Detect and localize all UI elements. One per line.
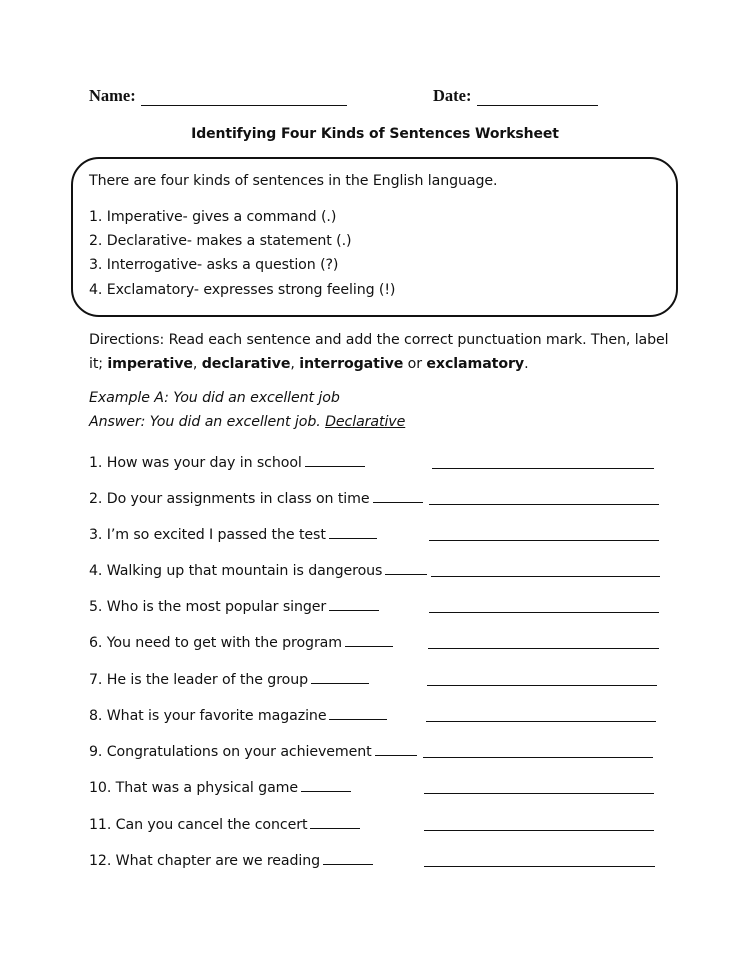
question-text: 10. That was a physical game <box>89 780 299 796</box>
term-imperative: imperative <box>107 356 193 372</box>
label-answer-line[interactable] <box>429 540 659 541</box>
question-text: 5. Who is the most popular singer <box>89 599 327 615</box>
name-label: Name: <box>89 86 136 105</box>
punctuation-blank[interactable] <box>310 814 360 829</box>
punctuation-blank[interactable] <box>329 596 379 611</box>
directions-text: Directions: Read each sentence and add the correct punctuation mark. Then, label it; <box>89 332 669 372</box>
question-text: 8. What is your favorite magazine <box>89 708 327 724</box>
question-row <box>89 596 669 620</box>
info-item-interrogative: 3. Interrogative- asks a question (?) <box>89 257 339 273</box>
label-answer-line[interactable] <box>426 721 656 722</box>
question-row <box>89 777 669 801</box>
question-row <box>89 524 669 548</box>
label-answer-line[interactable] <box>429 504 659 505</box>
question-text: 2. Do your assignments in class on time <box>89 491 370 507</box>
label-answer-line[interactable] <box>427 685 657 686</box>
punctuation-blank[interactable] <box>385 560 427 575</box>
info-item-declarative: 2. Declarative- makes a statement (.) <box>89 233 352 249</box>
question-text: 3. I’m so excited I passed the test <box>89 527 326 543</box>
question-row <box>89 632 669 656</box>
directions-sep-1: , <box>192 356 202 372</box>
label-answer-line[interactable] <box>423 757 653 758</box>
punctuation-blank[interactable] <box>373 488 423 503</box>
punctuation-blank[interactable] <box>375 741 417 756</box>
question-text: 4. Walking up that mountain is dangerous <box>89 563 383 579</box>
label-answer-line[interactable] <box>429 612 659 613</box>
example-sentence: Example A: You did an excellent job <box>89 390 340 406</box>
label-answer-line[interactable] <box>432 468 654 469</box>
info-intro: There are four kinds of sentences in the English language. <box>89 173 498 189</box>
label-answer-line[interactable] <box>424 793 654 794</box>
punctuation-blank[interactable] <box>345 632 393 647</box>
question-text: 11. Can you cancel the concert <box>89 817 308 833</box>
label-answer-line[interactable] <box>431 576 660 577</box>
question-text: 1. How was your day in school <box>89 455 302 471</box>
punctuation-blank[interactable] <box>301 777 351 792</box>
term-exclamatory: exclamatory <box>426 356 525 372</box>
directions-end: . <box>524 356 529 372</box>
example-answer-prefix: Answer: You did an excellent job. <box>89 414 326 430</box>
question-row <box>89 669 669 693</box>
info-item-exclamatory: 4. Exclamatory- expresses strong feeling (!) <box>89 282 396 298</box>
worksheet-title: Identifying Four Kinds of Sentences Worksheet <box>191 126 559 142</box>
question-text: 6. You need to get with the program <box>89 635 342 651</box>
header-row <box>89 86 649 114</box>
info-item-imperative: 1. Imperative- gives a command (.) <box>89 209 337 225</box>
label-answer-line[interactable] <box>428 648 659 649</box>
directions-sep-2: , <box>290 356 300 372</box>
question-text: 9. Congratulations on your achievement <box>89 744 372 760</box>
label-answer-line[interactable] <box>424 866 655 867</box>
punctuation-blank[interactable] <box>329 524 377 539</box>
question-text: 12. What chapter are we reading <box>89 853 321 869</box>
punctuation-blank[interactable] <box>323 850 373 865</box>
punctuation-blank[interactable] <box>329 705 387 720</box>
example-answer-label: Declarative <box>325 414 406 430</box>
example-answer <box>89 414 405 430</box>
directions <box>89 328 679 376</box>
label-answer-line[interactable] <box>424 830 654 831</box>
punctuation-blank[interactable] <box>311 669 369 684</box>
punctuation-blank[interactable] <box>305 452 365 467</box>
question-row <box>89 741 669 765</box>
question-row <box>89 814 669 838</box>
term-declarative: declarative <box>201 356 291 372</box>
term-interrogative: interrogative <box>299 356 404 372</box>
question-text: 7. He is the leader of the group <box>89 672 309 688</box>
question-row <box>89 488 669 512</box>
question-row <box>89 705 669 729</box>
question-row <box>89 560 669 584</box>
date-field[interactable] <box>477 105 598 106</box>
name-field[interactable] <box>141 105 347 106</box>
question-row <box>89 452 669 476</box>
question-row <box>89 850 669 874</box>
directions-sep-3: or <box>403 356 427 372</box>
date-label: Date: <box>433 86 472 105</box>
